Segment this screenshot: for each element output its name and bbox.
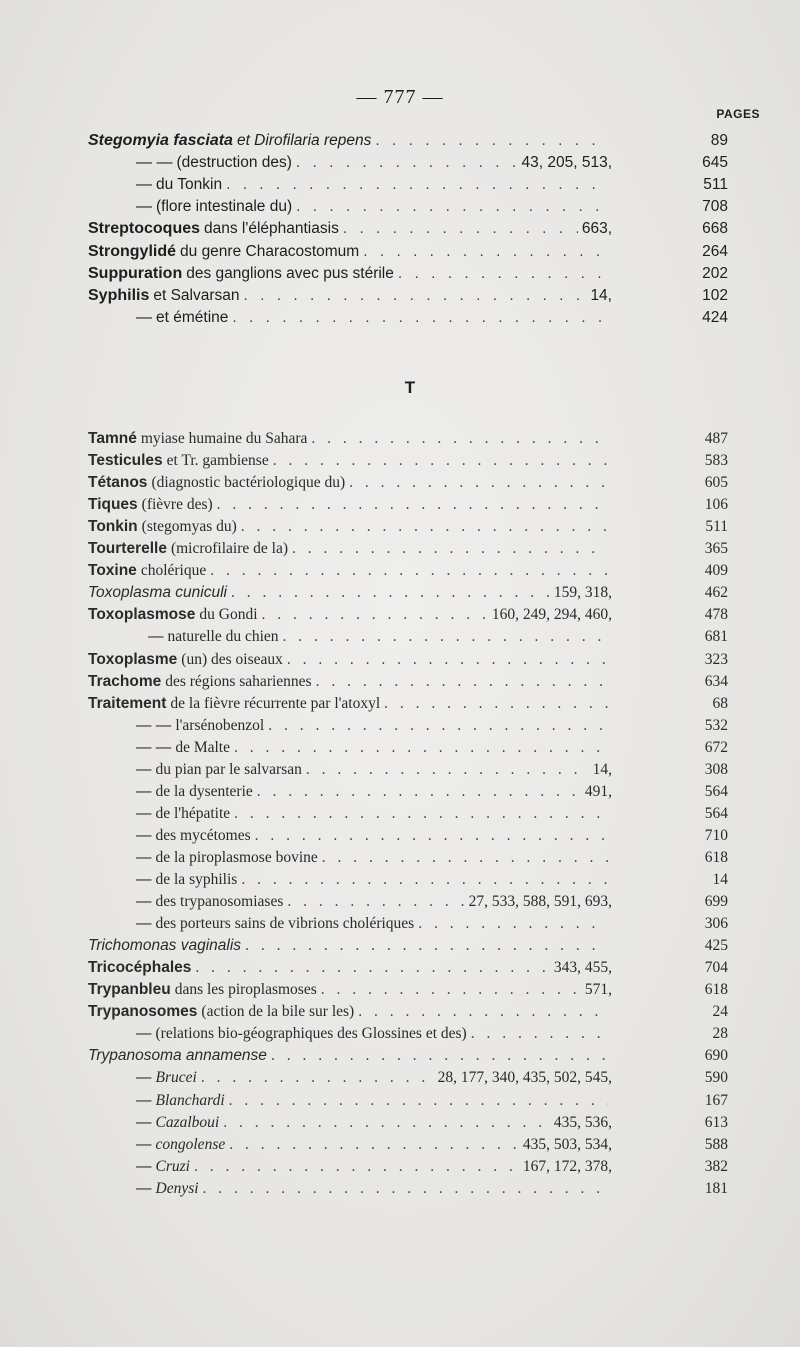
dot-leader [203, 1179, 608, 1199]
entry-term: Testicules [88, 452, 163, 470]
entry-term: — [136, 804, 152, 822]
entry-term: — [136, 782, 152, 800]
entry-description: l'arsénobenzol [175, 716, 265, 734]
entry-description: dans l'éléphantiasis [204, 220, 339, 238]
dot-leader [375, 131, 608, 151]
dot-leader [234, 804, 608, 824]
entry-description: Cruzi [155, 1157, 190, 1175]
dot-leader [241, 517, 608, 537]
entry-term: Toxoplasmose [88, 606, 196, 624]
entry-term: — [136, 915, 152, 933]
section-letter-heading: T [404, 378, 416, 397]
entry-page-number: 382 [704, 1157, 728, 1175]
entry-description: des porteurs sains de vibrions cholériques [155, 915, 415, 933]
entry-page-number: 672 [704, 738, 728, 756]
entry-term: — [136, 871, 152, 888]
entry-term: Tricocéphales [88, 959, 192, 977]
index-entry [88, 980, 728, 1000]
entry-description: et Dirofilaria repens [236, 132, 372, 149]
index-entry [88, 826, 728, 846]
entry-description: (microfilaire de la) [170, 540, 288, 558]
index-entry [88, 958, 728, 978]
entry-term: — — [136, 716, 172, 734]
entry-term: — [136, 1135, 152, 1153]
entry-additional-refs: 43, 205, 513, [521, 154, 612, 172]
index-entry [88, 429, 728, 449]
entry-term: Stegomyia fasciata [88, 132, 233, 149]
entry-term: — [148, 628, 164, 646]
index-entry [88, 131, 728, 151]
entry-page-number: 68 [712, 694, 728, 712]
entry-page-number: 89 [710, 132, 728, 149]
index-entry [88, 605, 728, 625]
entry-additional-refs: 159, 318, [553, 584, 612, 602]
entry-description: (relations bio-géographiques des Glossines et des) [155, 1025, 467, 1043]
entry-description: du Tonkin [156, 176, 223, 194]
dot-leader [321, 980, 581, 1000]
entry-term: Toxoplasme [88, 650, 178, 668]
index-entry [88, 716, 728, 736]
entry-additional-refs: 435, 503, 534, [522, 1135, 612, 1153]
index-entry [88, 892, 728, 912]
dot-leader [229, 1091, 608, 1111]
entry-page-number: 425 [704, 937, 728, 955]
entry-page-number: 308 [704, 760, 728, 778]
entry-additional-refs: 160, 249, 294, 460, [491, 606, 612, 624]
dot-leader [311, 429, 608, 449]
dot-leader [296, 153, 518, 173]
entry-page-number: 690 [704, 1047, 728, 1065]
entry-page-number: 264 [702, 242, 728, 260]
entry-page-number: 478 [704, 606, 728, 624]
index-entry [88, 1179, 728, 1199]
entry-term: — [136, 1069, 152, 1087]
dot-leader [195, 958, 549, 978]
dot-leader [283, 627, 608, 647]
entry-term: Trypanbleu [88, 981, 171, 999]
dot-leader [229, 1135, 519, 1155]
entry-description: (fièvre des) [141, 496, 213, 514]
entry-page-number: 365 [704, 540, 728, 558]
entry-term: Tiques [88, 496, 138, 514]
entry-page-number: 323 [704, 650, 728, 668]
entry-term: Tamné [88, 430, 137, 447]
entry-additional-refs: 571, [584, 981, 612, 999]
entry-term: — — [136, 738, 172, 756]
entry-description: (flore intestinale du) [156, 198, 293, 216]
dot-leader [363, 242, 608, 262]
dot-leader [271, 1046, 608, 1066]
entry-page-number: 306 [704, 915, 728, 933]
index-entry [88, 1135, 728, 1155]
dot-leader [296, 197, 608, 217]
index-entry [88, 583, 728, 603]
index-entry [88, 495, 728, 515]
entry-term: Streptocoques [88, 220, 201, 238]
entry-page-number: 202 [702, 264, 728, 282]
entry-page-number: 645 [702, 154, 728, 172]
dot-leader [292, 539, 608, 559]
dot-leader [245, 936, 608, 956]
entry-term: — [136, 1091, 152, 1109]
index-entry [88, 627, 728, 647]
entry-additional-refs: 28, 177, 340, 435, 502, 545, [437, 1069, 612, 1087]
index-entry [88, 264, 728, 284]
entry-description: de la syphilis [155, 871, 238, 888]
index-entry [88, 694, 728, 714]
entry-term: — [136, 826, 152, 844]
entry-term: — [136, 1025, 152, 1043]
entry-additional-refs: 491, [584, 782, 612, 800]
entry-page-number: 699 [704, 893, 728, 911]
entry-description: (destruction des) [176, 154, 292, 172]
index-entry [88, 1157, 728, 1177]
entry-description: Cazalboui [155, 1113, 220, 1131]
entry-page-number: 564 [704, 804, 728, 822]
index-entry [88, 760, 728, 780]
entry-term: — [136, 1179, 152, 1197]
entry-description: et Tr. gambiense [166, 452, 269, 470]
entry-page-number: 668 [702, 220, 728, 238]
entry-page-number: 181 [704, 1179, 728, 1197]
index-entry [88, 1091, 728, 1111]
index-entry [88, 782, 728, 802]
entry-description: de la fièvre récurrente par l'atoxyl [170, 694, 381, 712]
entry-term: Syphilis [88, 286, 150, 304]
index-entry [88, 451, 728, 471]
entry-description: du genre Characostomum [180, 242, 360, 260]
dot-leader [273, 451, 608, 471]
entry-term: — [136, 1113, 152, 1131]
entry-page-number: 24 [712, 1003, 728, 1021]
entry-term: — [136, 176, 152, 194]
entry-description: (stegomyas du) [141, 518, 237, 536]
entry-term: Toxine [88, 562, 137, 580]
entry-page-number: 424 [702, 308, 728, 326]
entry-page-number: 532 [704, 716, 728, 734]
entry-term: — [136, 308, 152, 326]
entry-term: Toxoplasma cuniculi [88, 584, 228, 602]
entry-term: — [136, 1157, 152, 1175]
entry-description: Blanchardi [155, 1091, 225, 1109]
dot-leader [201, 1068, 434, 1088]
entry-page-number: 634 [704, 672, 728, 690]
entry-page-number: 511 [705, 518, 728, 536]
entry-description: et émétine [156, 308, 229, 326]
entry-term: Trypanosomes [88, 1003, 198, 1021]
index-entry [88, 1068, 728, 1088]
entry-description: myiase humaine du Sahara [140, 430, 308, 447]
entry-page-number: 708 [702, 198, 728, 216]
entry-page-number: 106 [704, 496, 728, 514]
dot-leader [349, 473, 608, 493]
dot-leader [322, 848, 608, 868]
entry-page-number: 462 [704, 584, 728, 602]
entry-term: Trichomonas vaginalis [88, 937, 242, 955]
index-entry [88, 672, 728, 692]
entry-description: naturelle du chien [167, 628, 279, 646]
entry-term: — — [136, 154, 173, 172]
index-entry [88, 242, 728, 262]
entry-term: Strongylidé [88, 242, 177, 260]
entry-description: dans les piroplasmoses [174, 981, 317, 999]
entry-page-number: 167 [704, 1091, 728, 1109]
entry-page-number: 605 [704, 474, 728, 492]
entry-page-number: 618 [704, 981, 728, 999]
entry-page-number: 704 [704, 959, 728, 977]
entry-page-number: 613 [704, 1113, 728, 1131]
page-number: — 777 — [356, 86, 444, 108]
entry-description: du pian par le salvarsan [155, 760, 302, 778]
entry-term: — [136, 760, 152, 778]
entry-page-number: 583 [704, 452, 728, 470]
dot-leader [234, 738, 608, 758]
index-entry [88, 308, 728, 328]
entry-additional-refs: 435, 536, [553, 1113, 612, 1131]
entry-page-number: 511 [703, 176, 728, 194]
entry-term: Tourterelle [88, 540, 167, 558]
index-entry [88, 1046, 728, 1066]
index-entry [88, 650, 728, 670]
entry-term: Tétanos [88, 474, 148, 492]
entry-page-number: 710 [704, 826, 728, 844]
entry-description: (action de la bile sur les) [201, 1003, 355, 1021]
dot-leader [232, 308, 608, 328]
entry-page-number: 590 [704, 1069, 728, 1087]
entry-page-number: 409 [704, 562, 728, 580]
entry-description: et Salvarsan [153, 286, 240, 304]
entry-page-number: 618 [704, 848, 728, 866]
entry-page-number: 102 [702, 286, 728, 304]
index-entry [88, 1024, 728, 1044]
entry-term: Trypanosoma annamense [88, 1047, 267, 1065]
entry-description: des mycétomes [155, 826, 251, 844]
index-entry [88, 561, 728, 581]
entry-description: (diagnostic bactériologique du) [151, 474, 346, 492]
index-entry [88, 738, 728, 758]
entry-description: Denysi [155, 1179, 199, 1197]
index-entry [88, 804, 728, 824]
entry-term: Suppuration [88, 264, 183, 282]
entry-additional-refs: 27, 533, 588, 591, 693, [468, 893, 612, 911]
index-entry [88, 286, 728, 306]
entry-description: congolense [155, 1135, 226, 1153]
dot-leader [418, 914, 608, 934]
entry-description: des ganglions avec pus stérile [186, 264, 394, 282]
index-entry [88, 473, 728, 493]
entry-additional-refs: 14, [592, 760, 612, 778]
dot-leader [268, 716, 608, 736]
dot-leader [231, 583, 550, 603]
dot-leader [226, 175, 608, 195]
index-entry [88, 936, 728, 956]
index-entry [88, 219, 728, 239]
dot-leader [244, 286, 587, 306]
dot-leader [255, 826, 608, 846]
index-entry [88, 153, 728, 173]
dot-leader [287, 892, 464, 912]
entry-description: du Gondi [199, 606, 258, 624]
entry-page-number: 28 [712, 1025, 728, 1043]
entry-page-number: 564 [704, 782, 728, 800]
dot-leader [471, 1024, 608, 1044]
index-entry [88, 175, 728, 195]
entry-term: Tonkin [88, 518, 138, 536]
dot-leader [194, 1157, 519, 1177]
entry-term: — [136, 848, 152, 866]
dot-leader [287, 650, 608, 670]
entry-description: de Malte [175, 738, 230, 756]
entry-description: des trypanosomiases [155, 893, 284, 911]
index-entry [88, 1002, 728, 1022]
index-entry [88, 197, 728, 217]
dot-leader [217, 495, 608, 515]
dot-leader [343, 219, 578, 239]
index-entry [88, 848, 728, 868]
dot-leader [384, 694, 608, 714]
entry-description: Brucei [155, 1069, 197, 1087]
entry-page-number: 14 [712, 871, 728, 888]
entry-additional-refs: 663, [581, 220, 612, 238]
entry-term: — [136, 893, 152, 911]
entry-description: des régions sahariennes [165, 672, 312, 690]
entry-description: (un) des oiseaux [181, 650, 283, 668]
dot-leader [358, 1002, 608, 1022]
dot-leader [257, 782, 581, 802]
entry-description: cholérique [140, 562, 207, 580]
entry-additional-refs: 14, [590, 286, 612, 304]
index-entry [88, 870, 728, 890]
dot-leader [241, 870, 608, 890]
entry-term: Trachome [88, 672, 162, 690]
dot-leader [306, 760, 589, 780]
index-entry [88, 914, 728, 934]
entry-term: Traitement [88, 694, 167, 712]
entry-additional-refs: 343, 455, [553, 959, 612, 977]
pages-column-header: PAGES [716, 107, 760, 121]
entry-page-number: 588 [704, 1135, 728, 1153]
entry-term: — [136, 198, 152, 216]
index-entry [88, 1113, 728, 1133]
index-entry [88, 539, 728, 559]
dot-leader [262, 605, 488, 625]
dot-leader [398, 264, 608, 284]
entry-description: de la dysenterie [155, 782, 253, 800]
index-entry [88, 517, 728, 537]
entry-page-number: 487 [704, 430, 728, 447]
entry-description: de la piroplasmose bovine [155, 848, 318, 866]
dot-leader [223, 1113, 550, 1133]
entry-page-number: 681 [704, 628, 728, 646]
entry-additional-refs: 167, 172, 378, [522, 1157, 612, 1175]
dot-leader [316, 672, 608, 692]
entry-description: de l'hépatite [155, 804, 231, 822]
dot-leader [210, 561, 608, 581]
